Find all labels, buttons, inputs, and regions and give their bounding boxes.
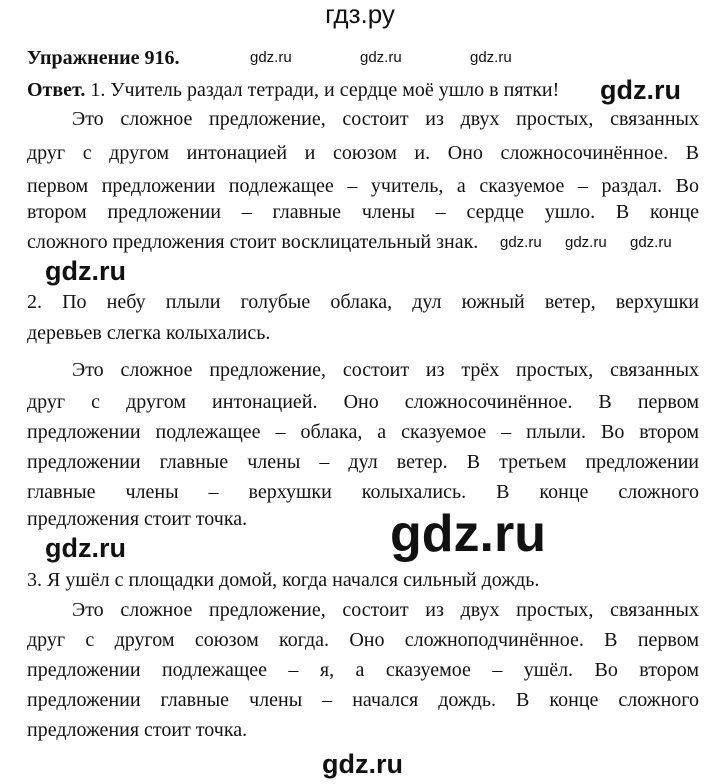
watermark: gdz.ru (600, 75, 681, 105)
answer-label: Ответ. (27, 79, 86, 101)
site-header[interactable]: гдз.ру (325, 0, 395, 29)
text-line: друг с другом союзом когда. Оно сложноподчинённое. В первом (27, 629, 699, 651)
text-line: предложении подлежащее – облака, а сказуемое – плыли. Во втором (27, 421, 699, 443)
text-line: сложного предложения стоит восклицательный знак. (27, 231, 479, 253)
text-line: деревьев слегка колыхались. (27, 322, 271, 344)
text-line: втором предложении – главные члены – сердце ушло. В конце (27, 201, 699, 223)
sentence-3: 3. Я ушёл с площадки домой, когда начался сильный дождь. (27, 569, 540, 591)
text-line: первом предложении подлежащее – учитель, а сказуемое – раздал. Во (27, 175, 699, 197)
answer-line (27, 78, 559, 102)
text-line: предложения стоит точка. (27, 719, 248, 741)
text-line: предложения стоит точка. (27, 508, 248, 530)
watermark: gdz.ru (45, 256, 126, 286)
watermark: gdz.ru (630, 234, 672, 251)
text-line: предложении главные члены – начался дождь. В конце сложного (27, 689, 699, 711)
watermark: gdz.ru (500, 234, 542, 251)
text-line: друг с другом интонацией. Оно сложносочинённое. В первом (27, 391, 699, 413)
text-line: друг с другом интонацией и союзом и. Оно сложносочинённое. В (27, 142, 699, 164)
watermark: gdz.ru (322, 749, 403, 779)
text-line: Это сложное предложение, состоит из двух простых, связанных (72, 599, 699, 621)
watermark: gdz.ru (45, 533, 126, 563)
sentence-2: 2. По небу плыли голубые облака, дул южный ветер, верхушки (27, 291, 699, 313)
text-line: предложении главные члены – дул ветер. В третьем предложении (27, 451, 699, 473)
text-line: предложении подлежащее – я, а сказуемое – ушёл. Во втором (27, 659, 699, 681)
watermark: gdz.ru (390, 505, 546, 563)
watermark: gdz.ru (250, 49, 292, 66)
text-line: Это сложное предложение, состоит из двух простых, связанных (72, 108, 699, 130)
exercise-title: Упражнение 916. (27, 47, 180, 69)
text-line: главные члены – верхушки колыхались. В конце сложного (27, 481, 699, 503)
watermark: gdz.ru (360, 49, 402, 66)
watermark: gdz.ru (565, 234, 607, 251)
text-line: Это сложное предложение, состоит из трёх простых, связанных (72, 359, 699, 381)
sentence-1: 1. Учитель раздал тетради, и сердце моё ушло в пятки! (90, 79, 560, 101)
watermark: gdz.ru (470, 49, 512, 66)
